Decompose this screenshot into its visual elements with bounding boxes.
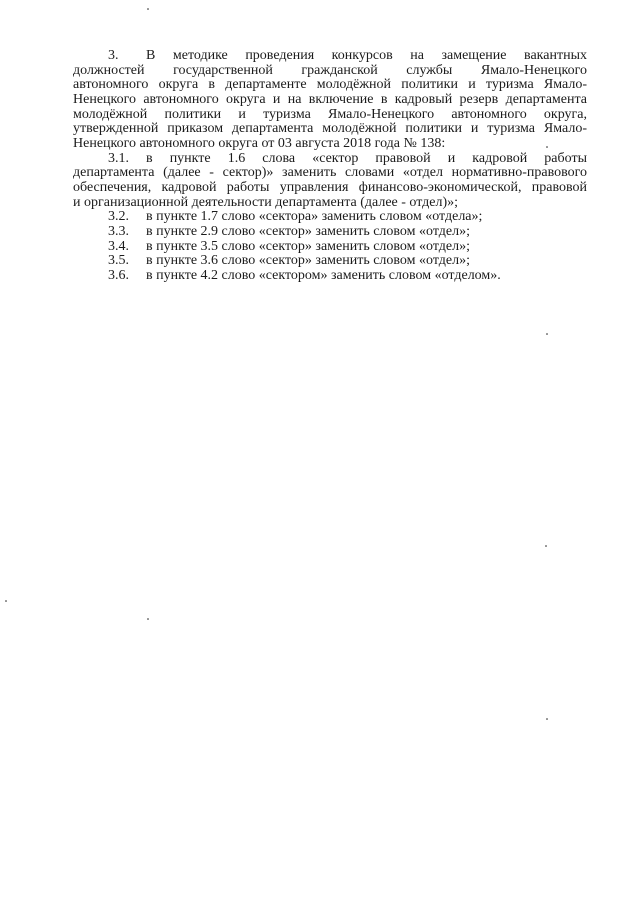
text-line-content: в пункте 3.5 слово «сектор» заменить словом «отдел»;: [146, 238, 470, 254]
text-line: [73, 152, 587, 167]
text-line: утвержденной приказом департамента молодёжной политики и туризма Ямало-: [73, 121, 587, 137]
text-line: обеспечения, кадровой работы управления финансово-экономической, правовой: [73, 179, 587, 195]
text-line: Ненецкого автономного округа и на включение в кадровый резерв департамента: [73, 91, 587, 107]
list-item-3-5: [73, 254, 587, 269]
document-body: [73, 49, 587, 284]
text-line: молодёжной политики и туризма Ямало-Ненецкого автономного округа,: [73, 106, 587, 122]
scan-speck: [147, 8, 149, 10]
text-line: должностей государственной гражданской службы Ямало-Ненецкого: [73, 62, 587, 78]
text-line: департамента (далее - сектор)» заменить словами «отдел нормативно-правового: [73, 165, 587, 181]
item-number: 3.: [108, 48, 119, 63]
scan-speck: [546, 146, 548, 148]
list-item-3-3: [73, 225, 587, 240]
text-line-content: в пункте 1.7 слово «сектора» заменить словом «отдела»;: [146, 209, 483, 225]
text-line-content: в пункте 1.6 слова «сектор правовой и кадровой работы: [146, 150, 587, 166]
item-number: 3.5.: [108, 253, 129, 269]
item-number: 3.2.: [108, 209, 129, 225]
list-item-3-6: [73, 269, 587, 284]
text-line: автономного округа в департаменте молодёжной политики и туризма Ямало-: [73, 77, 587, 93]
text-line-content: в пункте 4.2 слово «сектором» заменить словом «отделом».: [146, 267, 501, 283]
list-item-3: [73, 49, 587, 152]
item-number: 3.6.: [108, 267, 129, 283]
text-line-content: В методике проведения конкурсов на замещение вакантных: [146, 48, 587, 63]
scan-speck: [147, 618, 149, 620]
text-line: Ненецкого автономного округа от 03 августа 2018 года № 138:: [73, 135, 446, 151]
list-item-3-1: [73, 152, 587, 211]
scan-speck: [5, 600, 7, 602]
text-line: [73, 49, 587, 64]
text-line-content: в пункте 2.9 слово «сектор» заменить словом «отдел»;: [146, 223, 470, 239]
item-number: 3.4.: [108, 238, 129, 254]
scan-speck: [546, 718, 548, 720]
item-number: 3.3.: [108, 223, 129, 239]
text-line-content: в пункте 3.6 слово «сектор» заменить словом «отдел»;: [146, 253, 470, 269]
list-item-3-2: [73, 210, 587, 225]
list-item-3-4: [73, 240, 587, 255]
scan-speck: [546, 333, 548, 335]
item-number: 3.1.: [108, 150, 129, 166]
scan-speck: [545, 545, 547, 547]
text-line: и организационной деятельности департамента (далее - отдел)»;: [73, 194, 459, 210]
